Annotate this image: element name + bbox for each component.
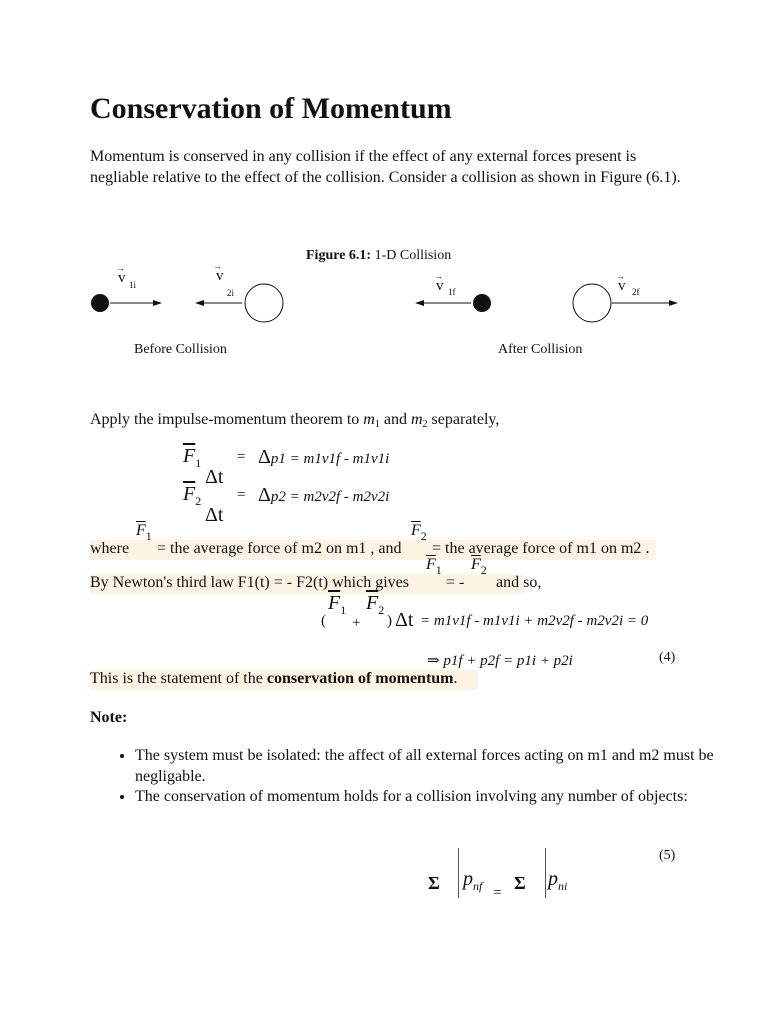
m2-symbol: m	[410, 411, 423, 428]
where-F1-sub: 1	[145, 529, 152, 543]
newton-tail: and so,	[496, 574, 542, 591]
arrow-v2i-head	[195, 300, 204, 306]
note-item: • The conservation of momentum holds for a collision involving any number of objects:	[135, 787, 735, 808]
eq1-delta-t: Δt	[205, 466, 224, 488]
statement-bold: conservation of momentum	[266, 670, 454, 687]
eq5-rhs-sub: ni	[558, 879, 568, 893]
eq1-force	[183, 445, 201, 471]
note-label: Note:	[90, 709, 128, 726]
eq4-number: (4)	[659, 650, 676, 665]
intro-paragraph: Momentum is conserved in any collision if the effect of any external forces present is negliable relative to the effect of the collision. Consider a collision as shown in Figure (6.1).	[90, 148, 681, 186]
eq5-rhs-p: p	[548, 868, 558, 890]
v2i-vec: →	[213, 262, 222, 271]
figure-caption-text: 1-D Collision	[371, 248, 452, 263]
eq5-lhs-p: p	[463, 868, 473, 890]
eq3-rhs: = m1v1f - m1v1i + m2v2f - m2v2i = 0	[420, 613, 649, 629]
eq5-number: (5)	[659, 848, 676, 863]
apply-text-and: and	[379, 411, 411, 428]
where-F2: $\overline{F}_2$	[411, 522, 427, 543]
eq2-delta-t: Δt	[205, 504, 224, 526]
eq2-rhs	[258, 484, 389, 507]
eq5-rhs	[548, 868, 567, 894]
eq3-F1: $\overline{F}_1$	[328, 592, 347, 617]
eq5-sum-left: Σ	[428, 873, 440, 893]
statement-line	[90, 670, 458, 688]
statement-post: .	[453, 670, 458, 687]
eq2-rhs-delta: Δ	[258, 484, 271, 506]
collision-diagram	[86, 262, 686, 362]
before-collision-label: Before Collision	[134, 342, 227, 357]
eq1-rhs-text: p1 = m1v1f - m1v1i	[270, 451, 390, 467]
v1i-sub: 1i	[129, 280, 137, 290]
v1f-label: v	[436, 278, 444, 294]
eq1-equals: =	[237, 449, 246, 465]
eq5-lhs-sub: nf	[473, 879, 483, 893]
v2i-label: v	[216, 268, 224, 284]
arrow-v1f-head	[415, 300, 424, 306]
eq3-delta-t: Δt	[395, 609, 414, 631]
ball-2-after	[573, 284, 611, 322]
apply-theorem-line	[90, 411, 499, 430]
v2f-sub: 2f	[632, 287, 640, 297]
eq5-equals: =	[493, 885, 502, 901]
eq2-equals: =	[237, 487, 246, 503]
m2-sub: 2	[422, 419, 428, 430]
newton-F2: $\overline{F}_2$	[471, 556, 487, 577]
eq3-F2: $\overline{F}_2$	[366, 592, 385, 617]
after-collision-label: After Collision	[498, 342, 583, 357]
arrow-v1i-head	[153, 300, 162, 306]
eq2-F: $\overline{F}$	[183, 483, 196, 505]
v1f-vec: →	[434, 271, 443, 281]
v1i-vec: →	[116, 263, 125, 273]
where-F2-sub: 2	[420, 529, 427, 543]
m1-sub: 1	[374, 419, 380, 430]
v1i-label: v	[118, 270, 126, 286]
newton-eq: = -	[446, 574, 465, 591]
eq1-F-sub: 1	[195, 456, 202, 470]
newton-F1: $\overline{F}_1$	[426, 556, 442, 577]
where-word: where	[90, 540, 130, 557]
eq3-close-paren: )	[387, 613, 392, 629]
eq5-lhs	[463, 868, 482, 894]
eq2-rhs-text: p2 = m2v2f - m2v2i	[270, 489, 390, 505]
eq2-force	[183, 483, 201, 509]
v2i-sub: 2i	[227, 288, 235, 298]
arrow-v2f-head	[669, 300, 678, 306]
where-def1: = the average force of m2 on m1 , and	[157, 540, 402, 557]
figure-caption-number: Figure 6.1:	[306, 248, 372, 263]
statement-pre: This is the statement of the	[90, 670, 267, 687]
v1f-sub: 1f	[448, 287, 456, 297]
eq5-right-bar	[545, 848, 546, 898]
eq1-F: $\overline{F}$	[183, 445, 196, 467]
eq3-plus: +	[352, 615, 361, 631]
page-title: Conservation of Momentum	[90, 92, 452, 125]
where-def2: = the average force of m1 on m2 .	[432, 540, 650, 557]
note-item: • The system must be isolated: the affect of all external forces acting on m1 and m2 must be negligable.	[135, 746, 735, 787]
eq4-text: ⇒ p1f + p2f = p1i + p2i	[427, 653, 573, 669]
newton-text: By Newton's third law F1(t) = - F2(t) which gives	[90, 574, 409, 591]
apply-text-pre: Apply the impulse-momentum theorem to	[90, 411, 364, 428]
where-F1: $\overline{F}_1$	[136, 522, 152, 543]
apply-text-post: separately,	[427, 411, 500, 428]
eq1-rhs-delta: Δ	[258, 446, 271, 468]
ball-1-after	[473, 294, 491, 312]
notes-list	[90, 746, 735, 808]
eq5-sum-right: Σ	[514, 873, 526, 893]
eq1-rhs	[258, 446, 389, 469]
ball-1-before	[91, 294, 109, 312]
m1-symbol: m	[363, 411, 375, 428]
v2f-vec: →	[616, 271, 625, 281]
eq3-open-paren: (	[321, 613, 326, 629]
ball-2-before	[245, 284, 283, 322]
eq5-left-bar	[458, 848, 459, 898]
eq2-F-sub: 2	[195, 494, 202, 508]
v2f-label: v	[618, 278, 626, 294]
